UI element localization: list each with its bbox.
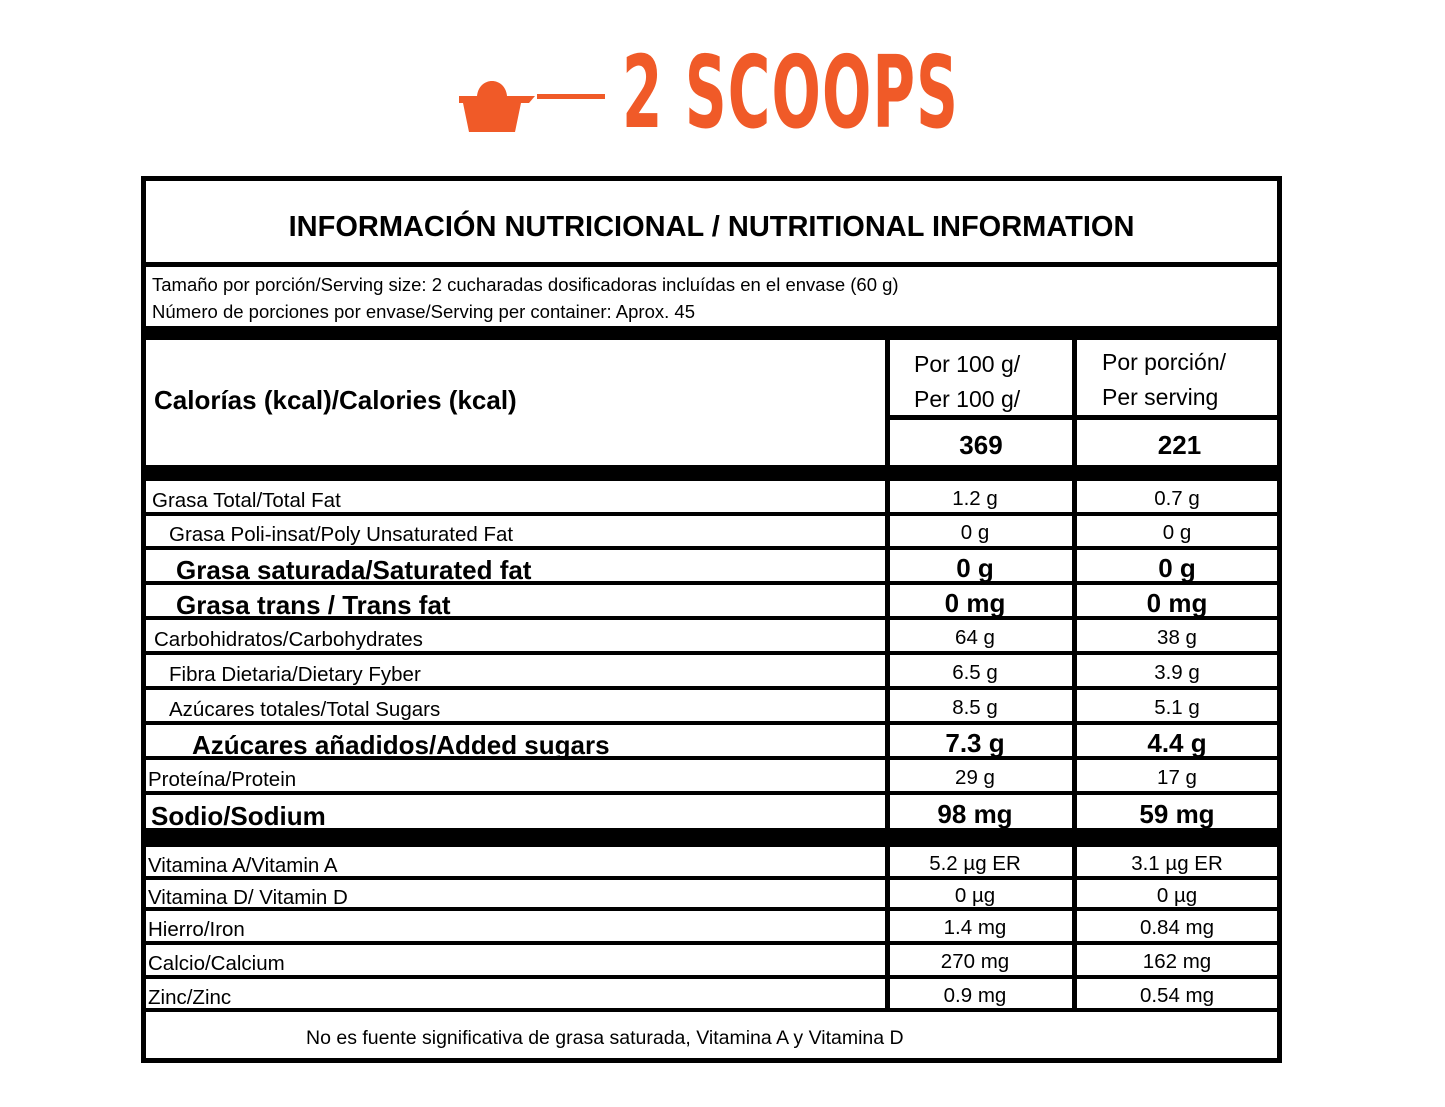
- scoop-icon: [457, 70, 537, 136]
- nutrition-facts-table: [141, 176, 1282, 1063]
- nutrient-label: Proteína/Protein: [148, 768, 297, 791]
- nutrient-label: Vitamina A/Vitamin A: [148, 854, 338, 877]
- nutrient-value-serving: 0.54 mg: [1139, 984, 1215, 1007]
- column-header-per100: [914, 347, 1020, 417]
- nutrient-label: Fibra Dietaria/Dietary Fyber: [169, 663, 421, 686]
- nutrient-value-per100: 7.3 g: [945, 728, 1005, 758]
- calories-label: Calorías (kcal)/Calories (kcal): [154, 385, 517, 415]
- calories-serving: 221: [1157, 430, 1202, 460]
- thick-divider: [146, 326, 1277, 340]
- nutrient-value-serving: 0 g: [1162, 521, 1192, 544]
- nutrient-value-serving: 0 g: [1158, 553, 1196, 583]
- nutrient-label: Azúcares añadidos/Added sugars: [192, 730, 610, 760]
- nutrient-label: Azúcares totales/Total Sugars: [169, 698, 441, 721]
- page-title: 2 SCOOPS: [622, 34, 960, 151]
- nutrient-label: Grasa Poli-insat/Poly Unsaturated Fat: [169, 523, 514, 546]
- divider: [146, 262, 1277, 267]
- nutrient-value-serving: 162 mg: [1142, 950, 1212, 973]
- row-divider: [146, 975, 1277, 979]
- nutrient-value-serving: 5.1 g: [1154, 696, 1200, 719]
- nutrient-label: Grasa trans / Trans fat: [176, 590, 451, 620]
- nutrient-label: Hierro/Iron: [148, 918, 245, 941]
- nutrient-value-serving: 4.4 g: [1147, 728, 1207, 758]
- nutrient-value-serving: 0 mg: [1146, 588, 1208, 618]
- nutrient-value-serving: 0.84 mg: [1139, 916, 1215, 939]
- row-divider: [146, 1008, 1277, 1012]
- calories-per100: 369: [959, 430, 1003, 460]
- nutrient-value-serving: 0.7 g: [1154, 487, 1200, 510]
- row-divider: [146, 941, 1277, 945]
- row-divider: [146, 791, 1277, 795]
- nutrient-value-per100: 98 mg: [937, 799, 1013, 829]
- thick-divider: [146, 832, 1277, 847]
- column-header-serving-line1: Por porción/: [1102, 349, 1227, 375]
- nutrient-label: Grasa saturada/Saturated fat: [176, 555, 532, 585]
- table-title: INFORMACIÓN NUTRICIONAL / NUTRITIONAL INFORMATION: [288, 211, 1135, 243]
- nutrient-value-serving: 0 µg: [1156, 884, 1198, 907]
- nutrient-value-per100: 64 g: [955, 626, 995, 649]
- nutrient-value-per100: 0.9 mg: [943, 984, 1007, 1007]
- nutrient-label: Zinc/Zinc: [148, 986, 232, 1009]
- nutrient-value-per100: 270 mg: [940, 950, 1010, 973]
- footnote: No es fuente significativa de grasa saturada, Vitamina A y Vitamina D: [306, 1027, 904, 1049]
- column-header-serving-line2: Per serving: [1102, 384, 1219, 410]
- nutrient-value-per100: 0 g: [960, 521, 990, 544]
- nutrient-label: Vitamina D/ Vitamin D: [148, 886, 348, 909]
- divider: [885, 415, 1282, 420]
- nutrient-value-per100: 0 µg: [954, 884, 996, 907]
- serving-size: Tamaño por porción/Serving size: 2 cucharadas dosificadoras incluídas en el envase (60 g): [152, 274, 899, 295]
- column-header-serving: [1102, 345, 1226, 415]
- nutrient-value-per100: 0 g: [956, 553, 994, 583]
- nutrient-value-per100: 1.4 mg: [943, 916, 1007, 939]
- nutrient-value-per100: 29 g: [955, 766, 995, 789]
- nutrient-value-serving: 38 g: [1157, 626, 1197, 649]
- servings-per-container: Número de porciones por envase/Serving per container: Aprox. 45: [152, 301, 695, 322]
- nutrient-value-per100: 8.5 g: [952, 696, 998, 719]
- thick-divider: [146, 465, 1277, 481]
- nutrient-value-serving: 59 mg: [1139, 799, 1215, 829]
- column-header-per100-line1: Por 100 g/: [914, 351, 1021, 377]
- scoop-divider-line: [537, 94, 605, 99]
- nutrient-value-serving: 3.9 g: [1154, 661, 1200, 684]
- nutrient-value-per100: 1.2 g: [952, 487, 998, 510]
- nutrient-value-per100: 6.5 g: [952, 661, 998, 684]
- nutrient-label: Grasa Total/Total Fat: [152, 489, 341, 512]
- nutrient-value-serving: 17 g: [1157, 766, 1197, 789]
- nutrient-value-per100: 0 mg: [944, 588, 1006, 618]
- nutrient-label: Carbohidratos/Carbohydrates: [154, 628, 423, 651]
- nutrient-value-serving: 3.1 µg ER: [1131, 852, 1223, 875]
- nutrient-label: Sodio/Sodium: [151, 801, 326, 831]
- nutrient-value-per100: 5.2 µg ER: [929, 852, 1021, 875]
- column-header-per100-line2: Per 100 g/: [914, 386, 1021, 412]
- nutrient-label: Calcio/Calcium: [148, 952, 285, 975]
